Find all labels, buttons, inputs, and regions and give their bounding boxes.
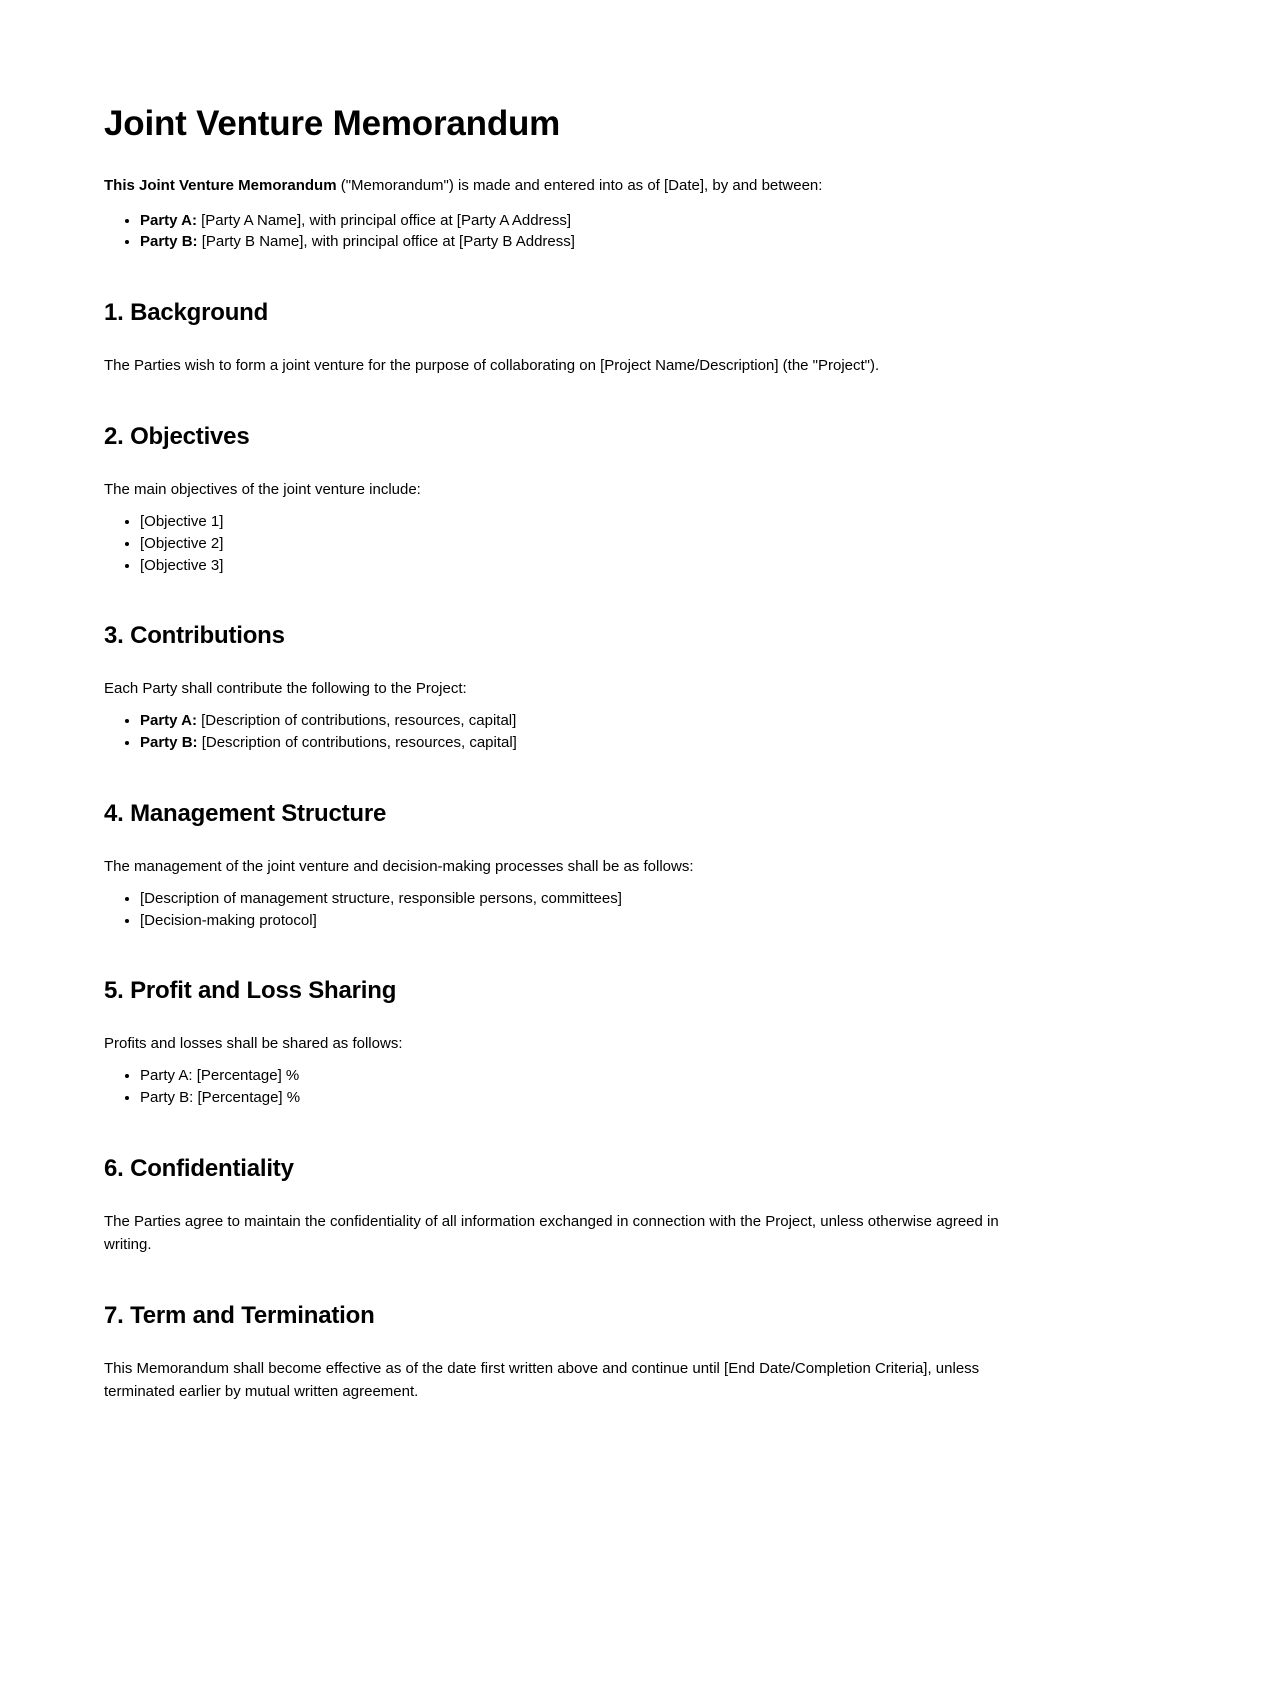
list-item-text: [Objective 2] xyxy=(140,534,224,552)
list-item-text: [Description of management structure, responsible persons, committees] xyxy=(140,889,622,907)
list-item-text: [Objective 3] xyxy=(140,556,224,574)
intro-rest: ("Memorandum") is made and entered into as of [Date], by and between: xyxy=(336,177,823,195)
page-title: Joint Venture Memorandum xyxy=(104,104,561,143)
list-item xyxy=(140,910,1039,932)
list-item xyxy=(140,710,1039,732)
section-paragraph: Profits and losses shall be shared as follows: xyxy=(104,1035,403,1053)
list-item-text: Party A: [Percentage] % xyxy=(140,1067,300,1085)
section-paragraph: The main objectives of the joint venture include: xyxy=(104,480,421,498)
section-heading: 4. Management Structure xyxy=(104,799,387,827)
objectives-list xyxy=(104,511,1039,576)
list-item xyxy=(140,533,1039,555)
intro-paragraph xyxy=(104,174,1039,197)
section-paragraph: This Memorandum shall become effective as of the date first written above and continue until [End Date/Completion Criteria], unless terminated earlier by mutual written agreement. xyxy=(104,1360,980,1401)
list-item xyxy=(140,1087,1039,1109)
party-label: Party A: xyxy=(140,712,197,730)
list-item xyxy=(140,1065,1039,1087)
section-heading: 5. Profit and Loss Sharing xyxy=(104,977,397,1005)
profit-sharing-list xyxy=(104,1065,1039,1109)
section-paragraph: The management of the joint venture and decision-making processes shall be as follows: xyxy=(104,857,694,875)
section-heading: 1. Background xyxy=(104,299,269,326)
section-objectives xyxy=(104,423,1039,576)
list-item-text: [Objective 1] xyxy=(140,513,224,531)
list-item xyxy=(140,888,1039,910)
section-paragraph: Each Party shall contribute the following to the Project: xyxy=(104,680,467,698)
list-item xyxy=(140,732,1039,754)
intro-block xyxy=(104,174,1039,253)
party-text: [Party B Name], with principal office at [Party B Address] xyxy=(197,233,575,251)
section-heading: 6. Confidentiality xyxy=(104,1154,294,1182)
intro-lead: This Joint Venture Memorandum xyxy=(104,177,337,195)
section-heading: 3. Contributions xyxy=(104,622,285,650)
contributions-list xyxy=(104,710,1039,754)
party-text: [Party A Name], with principal office at [Party A Address] xyxy=(196,211,572,229)
section-confidentiality xyxy=(104,1155,1039,1256)
list-item-text: Party B: [Percentage] % xyxy=(140,1089,301,1107)
section-paragraph: The Parties wish to form a joint venture for the purpose of collaborating on [Project Name/Description] (the "Project"). xyxy=(104,356,880,374)
section-paragraph: The Parties agree to maintain the confidentiality of all information exchanged in connection with the Project, unless otherwise agreed in writing. xyxy=(104,1212,999,1254)
section-heading: 2. Objectives xyxy=(104,423,250,451)
parties-list xyxy=(104,210,1039,254)
list-item-text: [Decision-making protocol] xyxy=(140,911,317,929)
list-item xyxy=(140,231,1039,253)
list-item-text: [Description of contributions, resources, capital] xyxy=(196,712,517,730)
section-management-structure xyxy=(104,800,1039,932)
section-background xyxy=(104,299,1039,377)
list-item xyxy=(140,210,1039,232)
document-body xyxy=(104,104,1039,1404)
party-label: Party B: xyxy=(140,233,198,251)
list-item-text: [Description of contributions, resources, capital] xyxy=(197,734,517,752)
list-item xyxy=(140,511,1039,533)
management-list xyxy=(104,888,1039,932)
list-item xyxy=(140,555,1039,577)
party-label: Party A: xyxy=(140,211,197,229)
section-heading: 7. Term and Termination xyxy=(104,1302,375,1330)
section-profit-loss-sharing xyxy=(104,977,1039,1109)
section-term-termination xyxy=(104,1302,1039,1403)
section-contributions xyxy=(104,622,1039,754)
party-label: Party B: xyxy=(140,734,198,752)
